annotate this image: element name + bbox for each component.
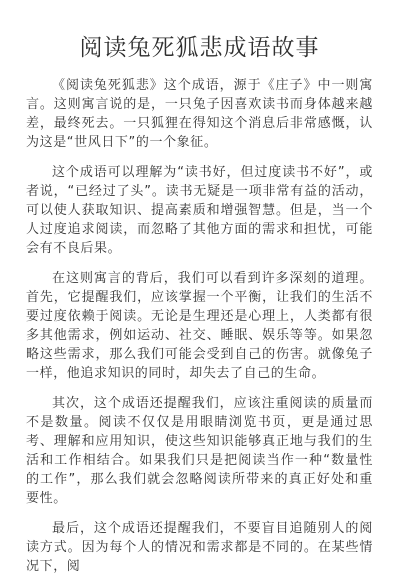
- paragraph-2: 这个成语可以理解为“读书好，但过度读书不好”，或者说，“已经过了头”。读书无疑是一项非常有益的活动，可以使人获取知识、提高素质和增强智慧。但是，当一个人过度追求阅读，而忽略了其他方面的需求和担忧，可能会有不良后果。: [26, 165, 373, 256]
- paragraph-4: 其次，这个成语还提醒我们，应该注重阅读的质量而不是数量。阅读不仅仅是用眼睛浏览书页，更是通过思考、理解和应用知识，使这些知识能够真正地与我们的生活和工作相结合。如果我们只是把阅读当作一种“数量性的工作”，那么我们就会忽略阅读所带来的真正好处和重要性。: [26, 396, 373, 506]
- paragraph-5: 最后，这个成语还提醒我们，不要盲目追随别人的阅读方式。因为每个人的情况和需求都是不同的。在某些情况下，阅: [26, 521, 373, 574]
- paragraph-1: 《阅读兔死狐悲》这个成语，源于《庄子》中一则寓言。这则寓言说的是，一只兔子因喜欢读书而身体越来越差，最终死去。一只狐狸在得知这个消息后非常感慨，认为这是“世风日下”的一个象征。: [26, 78, 373, 150]
- document-title: 阅读兔死狐悲成语故事: [79, 35, 320, 61]
- paragraph-3: 在这则寓言的背后，我们可以看到许多深刻的道理。首先，它提醒我们，应该掌握一个平衡，让我们的生活不要过度依赖于阅读。无论是生理还是心理上，人类都有很多其他需求，例如运动、社交、睡眠、娱乐等等。如果忽略这些需求，那么我们可能会受到自己的伤害。就像兔子一样，他追求知识的同时，却失去了自己的生命。: [26, 271, 373, 381]
